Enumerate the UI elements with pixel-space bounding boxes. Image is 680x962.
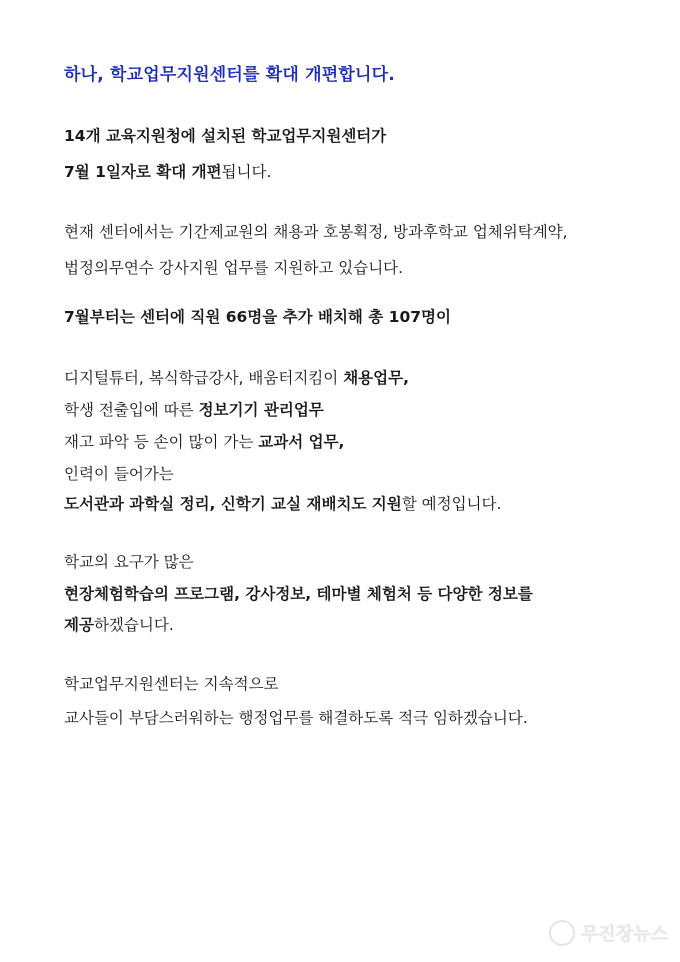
page-title: 하나, 학교업무지원센터를 확대 개편합니다.: [64, 65, 395, 85]
text-line: [64, 613, 174, 635]
text-line: [64, 305, 451, 327]
text-line: [64, 582, 533, 604]
bold-text-segment: 7월부터는 센터에 직원 66명을 추가 배치해 총 107명이: [64, 308, 451, 326]
text-line: [64, 706, 528, 728]
bold-text-segment: 제공: [64, 616, 94, 634]
text-segment: 디지털튜터, 복식학급강사, 배움터지킴이: [64, 369, 344, 387]
text-line: [64, 160, 271, 182]
text-segment: 법정의무연수 강사지원 업무를 지원하고 있습니다.: [64, 259, 404, 277]
text-line: [64, 256, 403, 278]
text-segment: 교사들이 부담스러워하는 행정업무를 해결하도록 적극 임하겠습니다.: [64, 709, 528, 727]
text-segment: 됩니다.: [221, 163, 272, 181]
text-line: [64, 672, 279, 694]
watermark-text: 무진장뉴스: [581, 924, 668, 945]
text-line: [64, 398, 324, 420]
text-line: [64, 462, 174, 484]
bold-text-segment: 도서관과 과학실 정리, 신학기 교실 재배치도 지원: [64, 495, 402, 513]
text-line: [64, 430, 344, 452]
bold-text-segment: 14개 교육지원청에 설치된 학교업무지원센터가: [64, 127, 387, 145]
text-line: [64, 124, 386, 146]
text-segment: 재고 파악 등 손이 많이 가는: [64, 433, 259, 451]
text-segment: 학생 전출입에 따른: [64, 401, 199, 419]
bold-text-segment: 7월 1일자로 확대 개편: [64, 163, 222, 181]
text-segment: 인력이 들어가는: [64, 465, 174, 483]
bold-text-segment: 교과서 업무,: [258, 433, 345, 451]
text-segment: 할 예정입니다.: [401, 495, 502, 513]
bold-text-segment: 현장체험학습의 프로그램, 강사정보, 테마별 체험처 등 다양한 정보를: [64, 585, 533, 603]
text-segment: 학교의 요구가 많은: [64, 553, 194, 571]
watermark: [549, 920, 668, 946]
text-segment: 학교업무지원센터는 지속적으로: [64, 675, 279, 693]
text-line: [64, 550, 194, 572]
bold-text-segment: 채용업무,: [343, 369, 409, 387]
text-line: [64, 366, 409, 388]
watermark-logo-icon: [549, 920, 575, 946]
text-line: [64, 220, 568, 242]
bold-text-segment: 정보기기 관리업무: [198, 401, 324, 419]
text-segment: 하겠습니다.: [93, 616, 174, 634]
text-segment: 현재 센터에서는 기간제교원의 채용과 호봉획정, 방과후학교 업체위탁계약,: [64, 223, 568, 241]
text-line: [64, 492, 501, 514]
